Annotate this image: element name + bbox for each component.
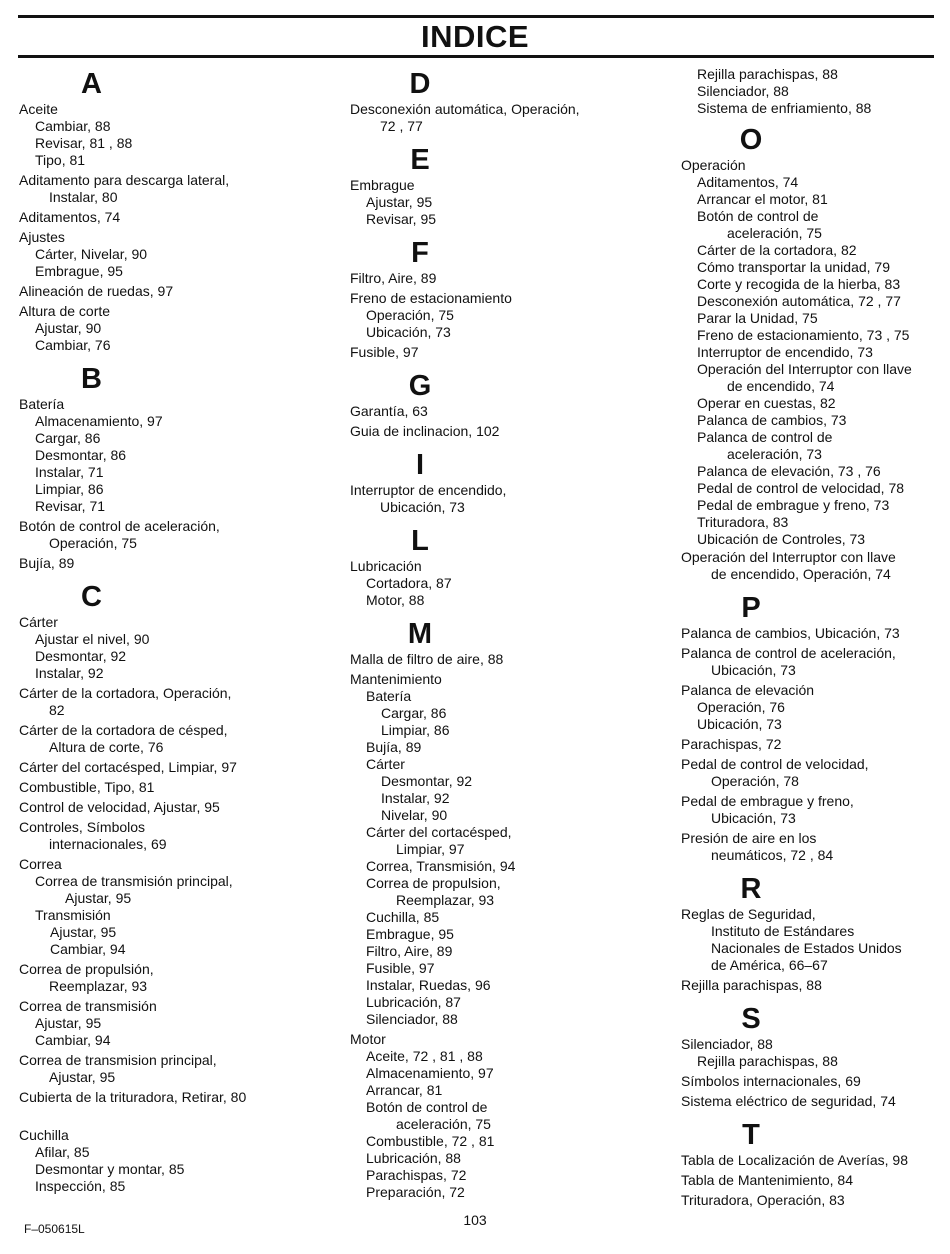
index-entry — [350, 671, 660, 688]
subentry: Rejilla parachispas, 88 — [697, 66, 838, 82]
subentry: Interruptor de encendido, 73 — [697, 344, 873, 360]
subentry: Operación, 76 — [697, 699, 785, 715]
subentry: Pedal de embrague y freno, 73 — [697, 497, 890, 513]
subentry-continuation: aceleración, 73 — [727, 446, 822, 462]
entry-altura: Altura de corte — [19, 303, 111, 319]
index-entry — [19, 685, 329, 719]
subentry: Palanca de cambios, 73 — [697, 412, 847, 428]
subentry: Ajustar el nivel, 90 — [35, 631, 150, 647]
title-underline — [18, 55, 934, 58]
document-code: F–050615L — [24, 1222, 85, 1236]
subentry: Fusible, 97 — [366, 960, 435, 976]
entry-palanca-elevacion: Palanca de elevación — [681, 682, 815, 698]
index-entry — [681, 756, 941, 790]
subentries-m-bateria — [350, 705, 660, 739]
index-column-1 — [19, 63, 329, 1195]
index-entry — [681, 645, 941, 679]
subentry: Arrancar, 81 — [366, 1082, 443, 1098]
entry-continuation: Nacionales de Estados Unidos — [711, 940, 902, 956]
index-entry — [19, 396, 329, 413]
subentry: Freno de estacionamiento, 73 , 75 — [697, 327, 910, 343]
subentries-transmision — [19, 924, 329, 958]
subentry: Desmontar, 86 — [35, 447, 127, 463]
entry-correa-transmision: Correa de transmisión — [19, 998, 157, 1014]
entry-motor: Motor — [350, 1031, 386, 1047]
entry-sistema-electrico: Sistema eléctrico de seguridad, 74 — [681, 1093, 896, 1109]
subentry: Preparación, 72 — [366, 1184, 465, 1200]
subentry: Desconexión automática, 72 , 77 — [697, 293, 901, 309]
subentry: Botón de control de — [697, 208, 819, 224]
subentries-carter — [19, 631, 329, 682]
subentry: Batería — [366, 688, 412, 704]
index-entry — [681, 793, 941, 827]
subentry: Limpiar, 86 — [35, 481, 104, 497]
index-entry — [19, 172, 329, 206]
entry-pedal-velocidad: Pedal de control de velocidad, — [681, 756, 869, 772]
subentry: Instalar, Ruedas, 96 — [366, 977, 491, 993]
index-entry — [681, 549, 941, 583]
page-title: INDICE — [420, 19, 530, 54]
subentry: Desmontar, 92 — [35, 648, 127, 664]
subentry: Cárter, Nivelar, 90 — [35, 246, 148, 262]
subentry: Aceite, 72 , 81 , 88 — [366, 1048, 483, 1064]
subentries-aceite — [19, 118, 329, 169]
letter-heading-g: G — [408, 370, 432, 402]
subentry-continuation: aceleración, 75 — [396, 1116, 491, 1132]
entry-controles: Controles, Símbolos — [19, 819, 146, 835]
letter-heading-d: D — [409, 68, 431, 100]
index-entry — [350, 344, 660, 361]
subentry: Correa de propulsion, — [366, 875, 501, 891]
letter-heading-o: O — [739, 124, 763, 156]
subentry: Operación, 75 — [366, 307, 454, 323]
subentry: Parachispas, 72 — [366, 1167, 467, 1183]
entry-simbolos: Símbolos internacionales, 69 — [681, 1073, 861, 1089]
subentry: Cargar, 86 — [381, 705, 447, 721]
subentries-lubricacion — [350, 575, 660, 609]
subentry-continuation: Ajustar, 95 — [65, 890, 132, 906]
index-entry — [681, 1073, 941, 1090]
subentry: Instalar, 92 — [381, 790, 450, 806]
entry-guia: Guia de inclinacion, 102 — [350, 423, 500, 439]
index-entry — [19, 998, 329, 1015]
subentry: Almacenamiento, 97 — [366, 1065, 494, 1081]
index-entry — [350, 423, 660, 440]
subentries-freno — [350, 307, 660, 341]
subentry: Botón de control de — [366, 1099, 488, 1115]
entry-presion: Presión de aire en los — [681, 830, 817, 846]
subentries-mantenimiento — [350, 824, 660, 1028]
subentry: Lubricación, 87 — [366, 994, 461, 1010]
subentry: Arrancar el motor, 81 — [697, 191, 828, 207]
letter-heading-f: F — [411, 237, 429, 269]
subentry: Correa, Transmisión, 94 — [366, 858, 516, 874]
index-entry — [681, 1152, 941, 1169]
subentry: Transmisión — [35, 907, 111, 923]
entry-tabla-mantenimiento: Tabla de Mantenimiento, 84 — [681, 1172, 853, 1188]
letter-heading-t: T — [742, 1119, 760, 1151]
entry-interruptor: Interruptor de encendido, — [350, 482, 507, 498]
entry-freno: Freno de estacionamiento — [350, 290, 512, 306]
subentry: Operar en cuestas, 82 — [697, 395, 836, 411]
entry-palanca-cambios: Palanca de cambios, Ubicación, 73 — [681, 625, 900, 641]
entry-correa-propulsion: Correa de propulsión, — [19, 961, 154, 977]
subentry: Cuchilla, 85 — [366, 909, 440, 925]
index-entry — [19, 961, 329, 995]
subentry: Cambiar, 94 — [50, 941, 126, 957]
subentry: Motor, 88 — [366, 592, 425, 608]
index-entry — [681, 157, 941, 174]
index-entry — [681, 1093, 941, 1110]
index-entry — [19, 759, 329, 776]
subentry: Filtro, Aire, 89 — [366, 943, 453, 959]
page-number: 103 — [463, 1212, 487, 1228]
entry-continuation: Altura de corte, 76 — [49, 739, 164, 755]
index-entry — [350, 270, 660, 287]
index-entry — [19, 229, 329, 246]
subentry: Cambiar, 88 — [35, 118, 111, 134]
entry-operacion-interruptor: Operación del Interruptor con llave — [681, 549, 896, 565]
subentry: Instalar, 92 — [35, 665, 104, 681]
entry-continuation: 82 — [49, 702, 65, 718]
subentries-operacion — [681, 174, 941, 548]
entry-reglas: Reglas de Seguridad, — [681, 906, 816, 922]
letter-heading-r: R — [740, 873, 762, 905]
subentry: Cárter del cortacésped, — [366, 824, 512, 840]
entry-cuchilla: Cuchilla — [19, 1127, 69, 1143]
entry-aditamentos: Aditamentos, 74 — [19, 209, 121, 225]
entry-aditamento: Aditamento para descarga lateral, — [19, 172, 230, 188]
subentry: Desmontar, 92 — [381, 773, 473, 789]
subentry: Desmontar y montar, 85 — [35, 1161, 185, 1177]
subentries-palanca-elevacion — [681, 699, 941, 733]
subentry: Ubicación, 73 — [366, 324, 451, 340]
subentries-m-carter — [350, 773, 660, 824]
subentries-bateria — [19, 413, 329, 515]
subentry: Cárter — [366, 756, 405, 772]
entry-continuation: de encendido, Operación, 74 — [711, 566, 891, 582]
index-column-2 — [350, 63, 660, 1201]
entry-continuation: Ubicación, 73 — [380, 499, 465, 515]
index-entry — [19, 209, 329, 226]
index-entry — [19, 101, 329, 118]
index-entry — [681, 830, 941, 864]
entry-aceite: Aceite — [19, 101, 58, 117]
subentry: Ajustar, 95 — [35, 1015, 102, 1031]
subentries-silenciador — [681, 1053, 941, 1070]
entry-correa-principal: Correa de transmision principal, — [19, 1052, 217, 1068]
entry-continuation: de América, 66–67 — [711, 957, 828, 973]
entry-carter-limpiar: Cárter del cortacésped, Limpiar, 97 — [19, 759, 237, 775]
index-entry — [681, 736, 941, 753]
subentry: Ubicación de Controles, 73 — [697, 531, 866, 547]
subentry: Cambiar, 94 — [35, 1032, 111, 1048]
subentry: Cortadora, 87 — [366, 575, 452, 591]
subentries-ajustes — [19, 246, 329, 280]
subentries-mantenimiento — [350, 688, 660, 705]
subentry: Inspección, 85 — [35, 1178, 126, 1194]
index-entry — [681, 906, 941, 974]
index-entry — [350, 101, 660, 135]
letter-heading-m: M — [407, 618, 433, 650]
entry-continuation: Operación, 78 — [711, 773, 799, 789]
subentry: Nivelar, 90 — [381, 807, 448, 823]
index-entry — [19, 819, 329, 853]
index-entry — [19, 799, 329, 816]
index-entry — [19, 614, 329, 631]
entry-correa: Correa — [19, 856, 62, 872]
entry-carter: Cárter — [19, 614, 58, 630]
index-entry — [350, 482, 660, 516]
subentry: Operación del Interruptor con llave — [697, 361, 912, 377]
subentries-altura — [19, 320, 329, 354]
entry-continuation: internacionales, 69 — [49, 836, 167, 852]
subentry: Cárter de la cortadora, 82 — [697, 242, 857, 258]
subentry: Parar la Unidad, 75 — [697, 310, 818, 326]
subentry: Combustible, 72 , 81 — [366, 1133, 495, 1149]
entry-boton: Botón de control de aceleración, — [19, 518, 220, 534]
entry-bujia: Bujía, 89 — [19, 555, 75, 571]
subentries-correa — [19, 873, 329, 924]
index-entry — [681, 1036, 941, 1053]
entry-fusible: Fusible, 97 — [350, 344, 419, 360]
index-entry — [19, 303, 329, 320]
subentry: Cómo transportar la unidad, 79 — [697, 259, 890, 275]
index-entry — [681, 1172, 941, 1189]
letter-heading-a: A — [81, 68, 102, 100]
subentry: Bujía, 89 — [366, 739, 422, 755]
subentry: Palanca de elevación, 73 , 76 — [697, 463, 881, 479]
entry-combustible: Combustible, Tipo, 81 — [19, 779, 155, 795]
letter-heading-b: B — [81, 363, 102, 395]
entry-continuation: Ubicación, 73 — [711, 810, 796, 826]
subentry: Revisar, 81 , 88 — [35, 135, 133, 151]
entry-continuation: Ubicación, 73 — [711, 662, 796, 678]
subentry: Limpiar, 86 — [381, 722, 450, 738]
entry-lubricacion: Lubricación — [350, 558, 422, 574]
index-entry — [681, 977, 941, 994]
entry-continuation: Ajustar, 95 — [49, 1069, 116, 1085]
entry-palanca-aceleracion: Palanca de control de aceleración, — [681, 645, 896, 661]
entry-bateria: Batería — [19, 396, 65, 412]
subentries-correa-transmision — [19, 1015, 329, 1049]
entry-operacion: Operación — [681, 157, 746, 173]
subentry: Almacenamiento, 97 — [35, 413, 163, 429]
entry-mantenimiento: Mantenimiento — [350, 671, 442, 687]
subentry: Lubricación, 88 — [366, 1150, 461, 1166]
index-entry — [681, 625, 941, 642]
entry-continuation: Operación, 75 — [49, 535, 137, 551]
index-entry — [19, 1089, 329, 1106]
index-entry — [19, 283, 329, 300]
entry-tabla-localizacion: Tabla de Localización de Averías, 98 — [681, 1152, 909, 1168]
subentries-motor-continued — [681, 66, 941, 117]
index-entry — [350, 290, 660, 307]
index-entry — [19, 722, 329, 756]
index-entry — [19, 518, 329, 552]
subentry: Palanca de control de — [697, 429, 833, 445]
entry-filtro: Filtro, Aire, 89 — [350, 270, 437, 286]
entry-continuation: Instalar, 80 — [49, 189, 118, 205]
entry-cubierta: Cubierta de la trituradora, Retirar, 80 — [19, 1089, 247, 1105]
index-entry — [350, 558, 660, 575]
subentry: Afilar, 85 — [35, 1144, 90, 1160]
subentry-continuation: Limpiar, 97 — [396, 841, 465, 857]
letter-heading-l: L — [411, 525, 429, 557]
index-entry — [681, 682, 941, 699]
entry-continuation: Instituto de Estándares — [711, 923, 855, 939]
index-entry — [350, 403, 660, 420]
entry-trituradora: Trituradora, Operación, 83 — [681, 1192, 845, 1208]
subentry: Revisar, 71 — [35, 498, 106, 514]
index-entry — [19, 779, 329, 796]
index-entry — [19, 1127, 329, 1144]
index-entry — [681, 1192, 941, 1209]
subentry: Pedal de control de velocidad, 78 — [697, 480, 905, 496]
subentries-motor — [350, 1048, 660, 1201]
index-entry — [19, 555, 329, 572]
subentry: Sistema de enfriamiento, 88 — [697, 100, 872, 116]
entry-embrague: Embrague — [350, 177, 415, 193]
index-entry — [350, 651, 660, 668]
subentry: Instalar, 71 — [35, 464, 104, 480]
entry-pedal-embrague: Pedal de embrague y freno, — [681, 793, 854, 809]
subentry: Silenciador, 88 — [366, 1011, 458, 1027]
entry-control-velocidad: Control de velocidad, Ajustar, 95 — [19, 799, 220, 815]
index-entry — [350, 1031, 660, 1048]
entry-garantia: Garantía, 63 — [350, 403, 428, 419]
subentry: Ubicación, 73 — [697, 716, 782, 732]
spacer — [19, 1106, 329, 1124]
index-entry — [19, 1052, 329, 1086]
subentry: Revisar, 95 — [366, 211, 437, 227]
subentry: Tipo, 81 — [35, 152, 86, 168]
subentry: Trituradora, 83 — [697, 514, 789, 530]
subentry-continuation: de encendido, 74 — [727, 378, 835, 394]
entry-continuation: Reemplazar, 93 — [49, 978, 148, 994]
entry-silenciador: Silenciador, 88 — [681, 1036, 773, 1052]
entry-desconexion: Desconexión automática, Operación, — [350, 101, 580, 117]
letter-heading-c: C — [81, 581, 102, 613]
entry-rejilla: Rejilla parachispas, 88 — [681, 977, 822, 993]
index-entry — [350, 177, 660, 194]
subentry: Silenciador, 88 — [697, 83, 789, 99]
subentry: Cargar, 86 — [35, 430, 101, 446]
entry-continuation: 72 , 77 — [380, 118, 423, 134]
subentry: Rejilla parachispas, 88 — [697, 1053, 838, 1069]
subentry: Corte y recogida de la hierba, 83 — [697, 276, 901, 292]
subentry: Correa de transmisión principal, — [35, 873, 233, 889]
subentry-continuation: Reemplazar, 93 — [396, 892, 495, 908]
entry-carter-cortadora: Cárter de la cortadora, Operación, — [19, 685, 232, 701]
entry-continuation: neumáticos, 72 , 84 — [711, 847, 834, 863]
subentry-continuation: aceleración, 75 — [727, 225, 822, 241]
subentries-mantenimiento — [350, 739, 660, 773]
entry-parachispas: Parachispas, 72 — [681, 736, 782, 752]
top-rule — [18, 15, 934, 18]
index-column-3 — [681, 66, 941, 1209]
subentry: Ajustar, 95 — [50, 924, 117, 940]
letter-heading-e: E — [410, 144, 430, 176]
subentry: Cambiar, 76 — [35, 337, 111, 353]
index-entry — [19, 856, 329, 873]
entry-alineacion: Alineación de ruedas, 97 — [19, 283, 174, 299]
subentries-embrague — [350, 194, 660, 228]
letter-heading-i: I — [415, 449, 425, 481]
entry-malla: Malla de filtro de aire, 88 — [350, 651, 504, 667]
subentry: Ajustar, 95 — [366, 194, 433, 210]
subentry: Aditamentos, 74 — [697, 174, 799, 190]
subentry: Ajustar, 90 — [35, 320, 102, 336]
subentries-cuchilla — [19, 1144, 329, 1195]
subentry: Embrague, 95 — [35, 263, 123, 279]
subentry: Embrague, 95 — [366, 926, 454, 942]
entry-carter-cesped: Cárter de la cortadora de césped, — [19, 722, 228, 738]
letter-heading-p: P — [741, 592, 761, 624]
letter-heading-s: S — [741, 1003, 761, 1035]
entry-ajustes: Ajustes — [19, 229, 65, 245]
